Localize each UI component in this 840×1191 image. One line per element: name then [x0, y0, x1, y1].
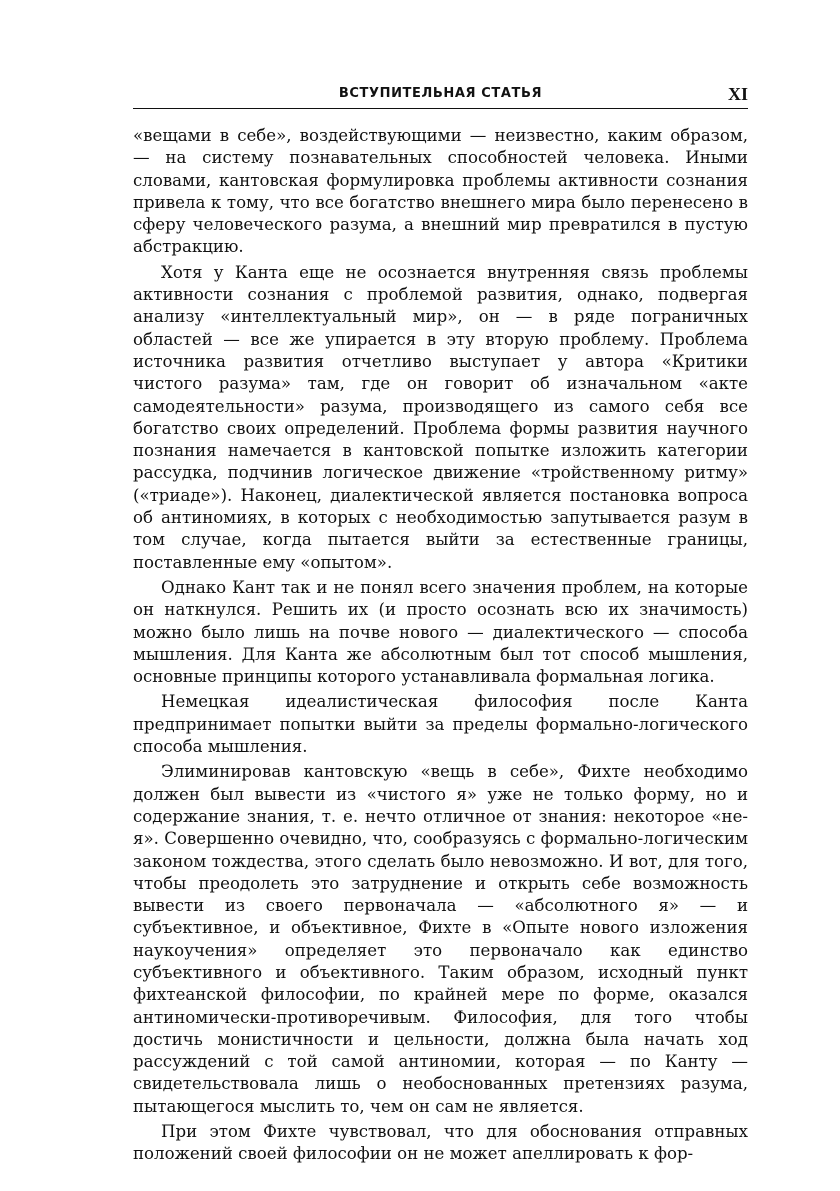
paragraph: Элиминировав кантовскую «вещь в себе», Фихте необходимо должен был вывести из «чистого я» уже не только форму, но и содержание знания, т. е. нечто отличное от знания: некоторое «не-я». Совершенно очевидно, что, сообразуясь с формально-логическим законом тождества, этого сделать было невозможно. И вот, для того, чтобы преодолеть это затруднение и открыть себе возможность вывести из своего первоначала — «абсолютного я» — и субъективное, и объективное, Фихте в «Опыте нового изложения наукоучения» определяет это первоначало как единство субъективного и объективного. Таким образом, исходный пункт фихтеанской философии, по крайней мере по форме, оказался антиномически-противоречивым. Философия, для того чтобы достичь монистичности и цельности, должна была начать ход рассуждений с той самой антиномии, которая — по Канту — свидетельствовала лишь о необоснованных претензиях разума, пытающегося мыслить то, чем он сам не является. [133, 762, 748, 1116]
paragraph: Хотя у Канта еще не осознается внутренняя связь проблемы активности сознания с проблемой развития, однако, подвергая анализу «интеллектуальный мир», он — в ряде пограничных областей — все же упирается в эту вторую проблему. Проблема источника развития отчетливо выступает у автора «Критики чистого разума» там, где он говорит об изначальном «акте самодеятельности» разума, производящего из самого себя все богатство своих определений. Проблема формы развития научного познания намечается в кантовской попытке изложить категории рассудка, подчинив логическое движение «тройственному ритму» («триаде»). Наконец, диалектической является постановка вопроса об антиномиях, в которых с необходимостью запутывается разум в том случае, когда пытается выйти за естественные границы, поставленные ему «опытом». [133, 262, 748, 572]
paragraph: При этом Фихте чувствовал, что для обоснования отправных положений своей философии он не может апеллировать к фор- [133, 1122, 748, 1164]
paragraph: Однако Кант так и не понял всего значения проблем, на которые он наткнулся. Решить их (и просто осознать всю их значимость) можно было лишь на почве нового — диалектического — способа мышления. Для Канта же абсолютным был тот способ мышления, основные принципы которого устанавливала формальная логика. [133, 577, 748, 687]
running-header [133, 84, 748, 109]
paragraph: Немецкая идеалистическая философия после Канта предпринимает попытки выйти за пределы формально-логического способа мышления. [133, 692, 748, 757]
section-title: ВСТУПИТЕЛЬНАЯ СТАТЬЯ [338, 86, 543, 101]
page-number: XI [727, 84, 748, 104]
paragraph-continued: «вещами в себе», воздействующими — неизвестно, каким образом, — на систему познавательных способностей человека. Иными словами, кантовская формулировка проблемы активности сознания привела к тому, что все богатство внешнего мира было перенесено в сферу человеческого разума, а внешний мир превратился в пустую абстракцию. [133, 126, 748, 257]
text-body [133, 125, 748, 1166]
